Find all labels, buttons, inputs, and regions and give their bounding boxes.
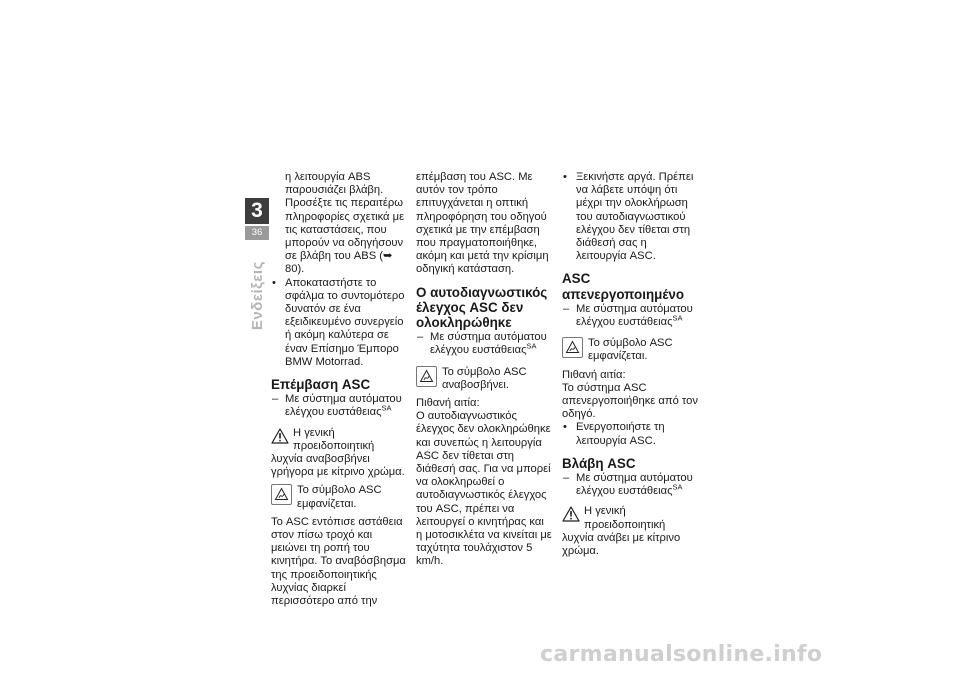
column-2 <box>416 171 552 569</box>
bullet-text: Ξεκινήστε αργά. Πρέπει να λάβετε υπόψη ότι μέχρι την ολοκλήρωση του αυτοδιαγνωστικού ελέγχου δεν τίθεται στη διάθεσή σας η λειτουργία ASC. <box>576 171 694 263</box>
warning-triangle-icon <box>271 428 289 448</box>
symbol-text: Το σύμβολο ASC εμφανίζεται. <box>588 337 673 363</box>
sa-superscript: SA <box>526 341 537 351</box>
section-heading-asc-fault: Βλάβη ASC <box>562 455 636 471</box>
warning-text: Η γενική προειδοποιητική λυχνία ανάβει με κίτρινο χρώμα. <box>562 505 681 558</box>
dash-item: – Με σύστημα αυτόματου ελέγχου ευστάθειας$^{SA}$ <box>417 331 547 357</box>
bullet-item: • Αποκαταστήστε το σφάλμα το συντομότερο δυνατόν σε ένα εξειδικευμένο συνεργείο ή ακόμη καλύτερα σε έναν Επίσημο Έμπορο BMW Motorrad. <box>272 276 405 368</box>
symbol-text: Το σύμβολο ASC εμφανίζεται. <box>297 484 382 510</box>
column-1 <box>271 171 407 608</box>
dash-text: Με σύστημα αυτόματου ελέγχου ευστάθειας <box>285 393 402 419</box>
dash-item: – Με σύστημα αυτόματου ελέγχου ευστάθειας$^{SA}$ <box>272 393 402 419</box>
page-number: 36 <box>245 226 269 240</box>
sa-superscript: SA <box>672 482 683 492</box>
chapter-title-text: Ενδείξεις <box>248 261 266 331</box>
cause-text: Το σύστημα ASC απενεργοποιήθηκε από τον οδηγό. <box>562 381 698 421</box>
chapter-number-tab: 3 <box>245 198 269 224</box>
watermark: carmanualsonline.info <box>540 642 823 667</box>
dash-item: – Με σύστημα αυτόματου ελέγχου ευστάθειας$^{SA}$ <box>563 302 693 329</box>
continued-text: η λειτουργία ABS παρουσιάζει βλάβη. Προσέξτε τις περαιτέρω πληροφορίες σχετικά με τις καταστάσεις, που μπορούν να οδηγήσουν σε βλάβη του ABS (➥ 80). <box>285 171 405 276</box>
asc-skid-icon <box>562 337 583 358</box>
dash-text: Με σύστημα αυτόματου ελέγχου ευστάθειας <box>576 472 693 498</box>
continued-text: επέμβαση του ASC. Με αυτόν τον τρόπο επιτυγχάνεται η οπτική πληροφόρηση του οδηγού σχετικά με την επέμβαση που πραγματοποιήθηκε, ακόμη και μετά την κρίσιμη οδηγική κατάσταση. <box>416 171 549 276</box>
asc-skid-icon <box>271 484 292 505</box>
cause-label: Πιθανή αιτία: <box>416 397 480 410</box>
cause-text: Ο αυτοδιαγνωστικός έλεγχος δεν ολοκληρώθηκε και συνεπώς η λειτουργία ASC δεν τίθεται στη διάθεσή σας. Για να μπορεί να ολοκληρωθεί ο αυτοδιαγνωστικός έλεγχος του ASC, πρέπει να λειτουργεί ο κινητήρας και η μοτοσικλέτα να κινείται με ταχύτητα τουλάχιστον 5 km/h. <box>416 410 552 568</box>
bullet-text: Αποκαταστήστε το σφάλμα το συντομότερο δυνατόν σε ένα εξειδικευμένο συνεργείο ή ακόμη καλύτερα σε έναν Επίσημο Έμπορο BMW Motorrad. <box>285 276 405 368</box>
column-3 <box>562 171 698 558</box>
section-heading-asc-intervention: Επέμβαση ASC <box>271 377 371 393</box>
dash-text: Με σύστημα αυτόματου ελέγχου ευστάθειας <box>576 302 693 329</box>
bullet-item: • Ενεργοποιήστε τη λειτουργία ASC. <box>563 421 665 447</box>
sa-superscript: SA <box>672 313 683 323</box>
body-paragraph: Το ASC εντόπισε αστάθεια στον πίσω τροχό και μειώνει τη ροπή του κινητήρα. Το αναβόσβησμα της προειδοποιητικής λυχνίας διαρκεί περισσότερο από την <box>271 515 406 608</box>
section-heading-asc-off: ASC απενεργοποιημένο <box>562 271 684 302</box>
asc-symbol-note <box>416 366 552 392</box>
warning-note <box>562 505 698 558</box>
asc-skid-icon <box>416 366 437 387</box>
bullet-text: Ενεργοποιήστε τη λειτουργία ASC. <box>576 421 665 447</box>
warning-text: Η γενική προειδοποιητική λυχνία αναβοσβήνει γρήγορα με κίτρινο χρώμα. <box>271 426 405 479</box>
dash-item: – Με σύστημα αυτόματου ελέγχου ευστάθειας$^{SA}$ <box>563 472 693 498</box>
asc-symbol-note <box>271 484 407 510</box>
cause-label: Πιθανή αιτία: <box>562 368 626 381</box>
symbol-text: Το σύμβολο ASC αναβοσβήνει. <box>442 365 527 391</box>
bullet-item: • Ξεκινήστε αργά. Πρέπει να λάβετε υπόψη ότι μέχρι την ολοκλήρωση του αυτοδιαγνωστικού ελέγχου δεν τίθεται στη διάθεσή σας η λειτουργία ASC. <box>563 171 694 263</box>
dash-text: Με σύστημα αυτόματου ελέγχου ευστάθειας <box>430 331 547 357</box>
warning-note <box>271 427 407 480</box>
section-heading-selftest: Ο αυτοδιαγνωστικός έλεγχος ASC δεν ολοκληρώθηκε <box>416 284 548 331</box>
sa-superscript: SA <box>381 403 392 413</box>
warning-triangle-icon <box>562 506 580 526</box>
asc-symbol-note <box>562 337 698 363</box>
